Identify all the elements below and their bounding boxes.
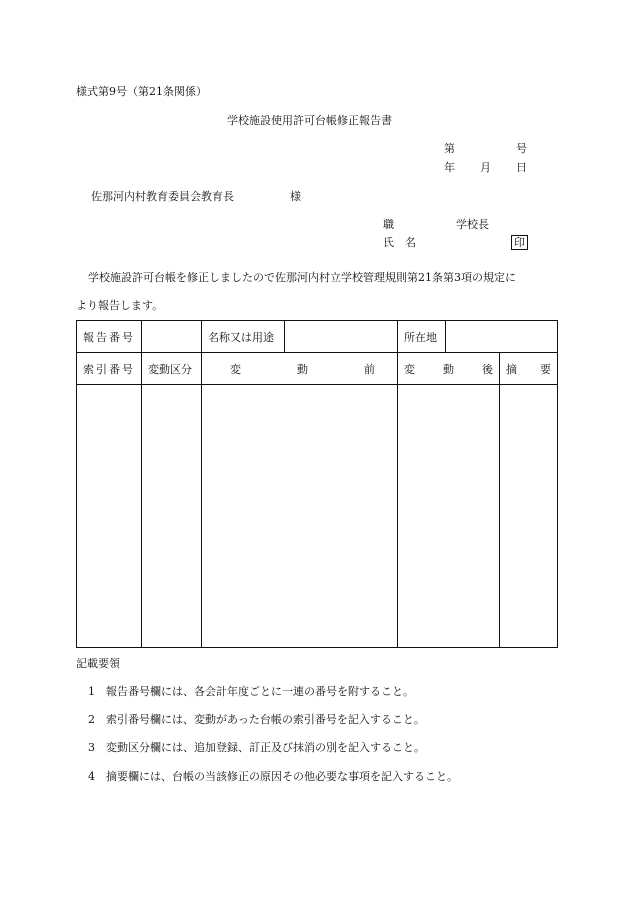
index-number-header: 索引番号 <box>77 353 142 385</box>
summary-entry[interactable] <box>500 385 558 648</box>
change-type-header: 変動区分 <box>142 353 202 385</box>
before-change-header: 変 動 前 <box>202 353 398 385</box>
note-item-4: 4 摘要欄には、台帳の当該修正の原因その他必要な事項を記入すること。 <box>88 770 458 783</box>
report-number-header: 報告番号 <box>77 321 142 353</box>
date-day-label: 日 <box>516 161 527 174</box>
position-label: 職 <box>383 218 394 231</box>
form-id: 様式第9号（第21条関係） <box>76 85 207 98</box>
report-table <box>76 320 558 648</box>
seal-mark <box>511 235 528 250</box>
location-header: 所在地 <box>398 321 446 353</box>
position-value: 学校長 <box>456 218 489 231</box>
document-title: 学校施設使用許可台帳修正報告書 <box>227 114 392 127</box>
after-change-header: 変 動 後 <box>398 353 500 385</box>
number-label-dai: 第 <box>444 142 455 155</box>
name-label: 氏 名 <box>383 236 416 249</box>
body-text-line2: より報告します。 <box>76 299 164 312</box>
addressee-name: 佐那河内村教育委員会教育長 <box>91 190 234 203</box>
number-label-gou: 号 <box>516 142 527 155</box>
addressee-honorific: 様 <box>290 190 301 203</box>
notes-heading: 記載要領 <box>76 657 120 670</box>
change-type-entry[interactable] <box>142 385 202 648</box>
before-change-entry[interactable] <box>202 385 398 648</box>
date-year-label: 年 <box>444 161 455 174</box>
name-or-use-cell[interactable] <box>285 321 398 353</box>
location-cell[interactable] <box>446 321 558 353</box>
summary-header: 摘 要 <box>500 353 558 385</box>
report-number-cell[interactable] <box>142 321 202 353</box>
body-text-line1: 学校施設許可台帳を修正しましたので佐那河内村立学校管理規則第21条第3項の規定に <box>88 271 516 284</box>
date-month-label: 月 <box>480 161 491 174</box>
seal-text: 印 <box>511 235 528 250</box>
after-change-entry[interactable] <box>398 385 500 648</box>
index-number-entry[interactable] <box>77 385 142 648</box>
note-item-3: 3 変動区分欄には、追加登録、訂正及び抹消の別を記入すること。 <box>88 741 425 754</box>
note-item-2: 2 索引番号欄には、変動があった台帳の索引番号を記入すること。 <box>88 713 425 726</box>
name-or-use-header: 名称又は用途 <box>202 321 285 353</box>
note-item-1: 1 報告番号欄には、各会計年度ごとに一連の番号を附すること。 <box>88 685 414 698</box>
